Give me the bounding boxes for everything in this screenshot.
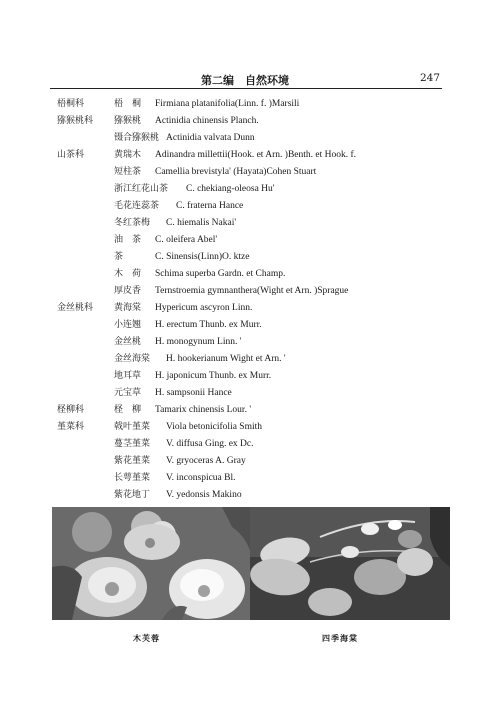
chinese-name: 猕猴桃 — [114, 116, 142, 126]
chinese-name: 戟叶堇菜 — [114, 422, 151, 432]
latin-name: Ternstroemia gymnanthera(Wight et Arn. )Sprague — [155, 286, 349, 296]
family-name: 山茶科 — [57, 150, 85, 160]
latin-name: Firmiana platanifolia(Linn. f. )Marsili — [155, 99, 300, 109]
chinese-name: 油 茶 — [114, 235, 142, 245]
list-item — [0, 487, 480, 504]
latin-name: H. erectum Thunb. ex Murr. — [155, 320, 262, 330]
family-name: 猕猴桃科 — [57, 116, 94, 126]
chinese-name: 木 荷 — [114, 269, 142, 279]
latin-name: Actinidia chinensis Planch. — [155, 116, 259, 126]
list-item — [0, 130, 480, 147]
list-item — [0, 198, 480, 215]
section-title: 第二编 自然环境 — [201, 74, 289, 87]
begonia-photo-image — [250, 507, 450, 620]
latin-name: Actinidia valvata Dunn — [166, 133, 255, 143]
latin-name: H. hookerianum Wight et Arn. ' — [166, 354, 286, 364]
latin-name: H. monogynum Linn. ' — [155, 337, 242, 347]
latin-name: V. diffusa Ging. ex Dc. — [166, 439, 254, 449]
latin-name: Adinandra millettii(Hook. et Arn. )Benth. et Hook. f. — [155, 150, 357, 160]
list-item — [0, 351, 480, 368]
chinese-name: 元宝草 — [114, 388, 142, 398]
list-item — [0, 436, 480, 453]
list-item — [0, 368, 480, 385]
list-item — [0, 113, 480, 130]
list-item — [0, 164, 480, 181]
latin-name: C. fraterna Hance — [176, 201, 244, 211]
chinese-name: 镊合猕猴桃 — [114, 133, 160, 143]
page-header — [50, 72, 440, 88]
latin-name: C. hiemalis Nakai' — [166, 218, 237, 228]
caption-right: 四季海棠 — [322, 634, 358, 643]
chinese-name: 蔓茎堇菜 — [114, 439, 151, 449]
list-item — [0, 215, 480, 232]
list-item — [0, 96, 480, 113]
list-item — [0, 300, 480, 317]
latin-name: Schima superba Gardn. et Champ. — [155, 269, 286, 279]
list-item — [0, 470, 480, 487]
chinese-name: 柽 柳 — [114, 405, 142, 415]
list-item — [0, 385, 480, 402]
latin-name: V. gryoceras A. Gray — [166, 456, 246, 466]
list-item — [0, 334, 480, 351]
chinese-name: 冬红茶梅 — [114, 218, 151, 228]
chinese-name: 长萼堇菜 — [114, 473, 151, 483]
chinese-name: 茶 — [114, 252, 124, 262]
latin-name: V. yedonsis Makino — [166, 490, 242, 500]
latin-name: C. oleifera Abel' — [155, 235, 218, 245]
chinese-name: 紫花堇菜 — [114, 456, 151, 466]
header-rule — [50, 88, 442, 89]
chinese-name: 梧 桐 — [114, 99, 142, 109]
list-item — [0, 453, 480, 470]
caption-left: 木芙蓉 — [133, 634, 160, 643]
chinese-name: 紫花地丁 — [114, 490, 151, 500]
chinese-name: 黄瑞木 — [114, 150, 142, 160]
latin-name: Tamarix chinensis Lour. ' — [155, 405, 252, 415]
begonia-photo — [250, 507, 450, 620]
hibiscus-photo-image — [52, 507, 252, 620]
latin-name: C. chekiang-oleosa Hu' — [186, 184, 275, 194]
latin-name: C. Sinensis(Linn)O. ktze — [155, 252, 250, 262]
family-name: 金丝桃科 — [57, 303, 94, 313]
chinese-name: 地耳草 — [114, 371, 142, 381]
latin-name: Hypericum ascyron Linn. — [155, 303, 253, 313]
chinese-name: 金丝桃 — [114, 337, 142, 347]
latin-name: Viola betonicifolia Smith — [166, 422, 262, 432]
chinese-name: 小连翘 — [114, 320, 142, 330]
list-item — [0, 232, 480, 249]
chinese-name: 浙江红花山茶 — [114, 184, 169, 194]
family-name: 堇菜科 — [57, 422, 85, 432]
latin-name: V. inconspicua Bl. — [166, 473, 236, 483]
latin-name: Camellia brevistyla' (Hayata)Cohen Stuart — [155, 167, 317, 177]
list-item — [0, 317, 480, 334]
latin-name: H. japonicum Thunb. ex Murr. — [155, 371, 272, 381]
chinese-name: 毛花连蕊茶 — [114, 201, 160, 211]
latin-name: H. sampsonii Hance — [155, 388, 232, 398]
hibiscus-photo — [52, 507, 252, 620]
chinese-name: 金丝海棠 — [114, 354, 151, 364]
chinese-name: 黄海棠 — [114, 303, 142, 313]
family-name: 柽柳科 — [57, 405, 85, 415]
list-item — [0, 147, 480, 164]
list-item — [0, 402, 480, 419]
list-item — [0, 249, 480, 266]
list-item — [0, 181, 480, 198]
page-number: 247 — [419, 72, 440, 84]
list-item — [0, 419, 480, 436]
list-item — [0, 266, 480, 283]
family-name: 梧桐科 — [57, 99, 85, 109]
chinese-name: 厚皮香 — [114, 286, 142, 296]
list-item — [0, 283, 480, 300]
chinese-name: 短柱茶 — [114, 167, 142, 177]
